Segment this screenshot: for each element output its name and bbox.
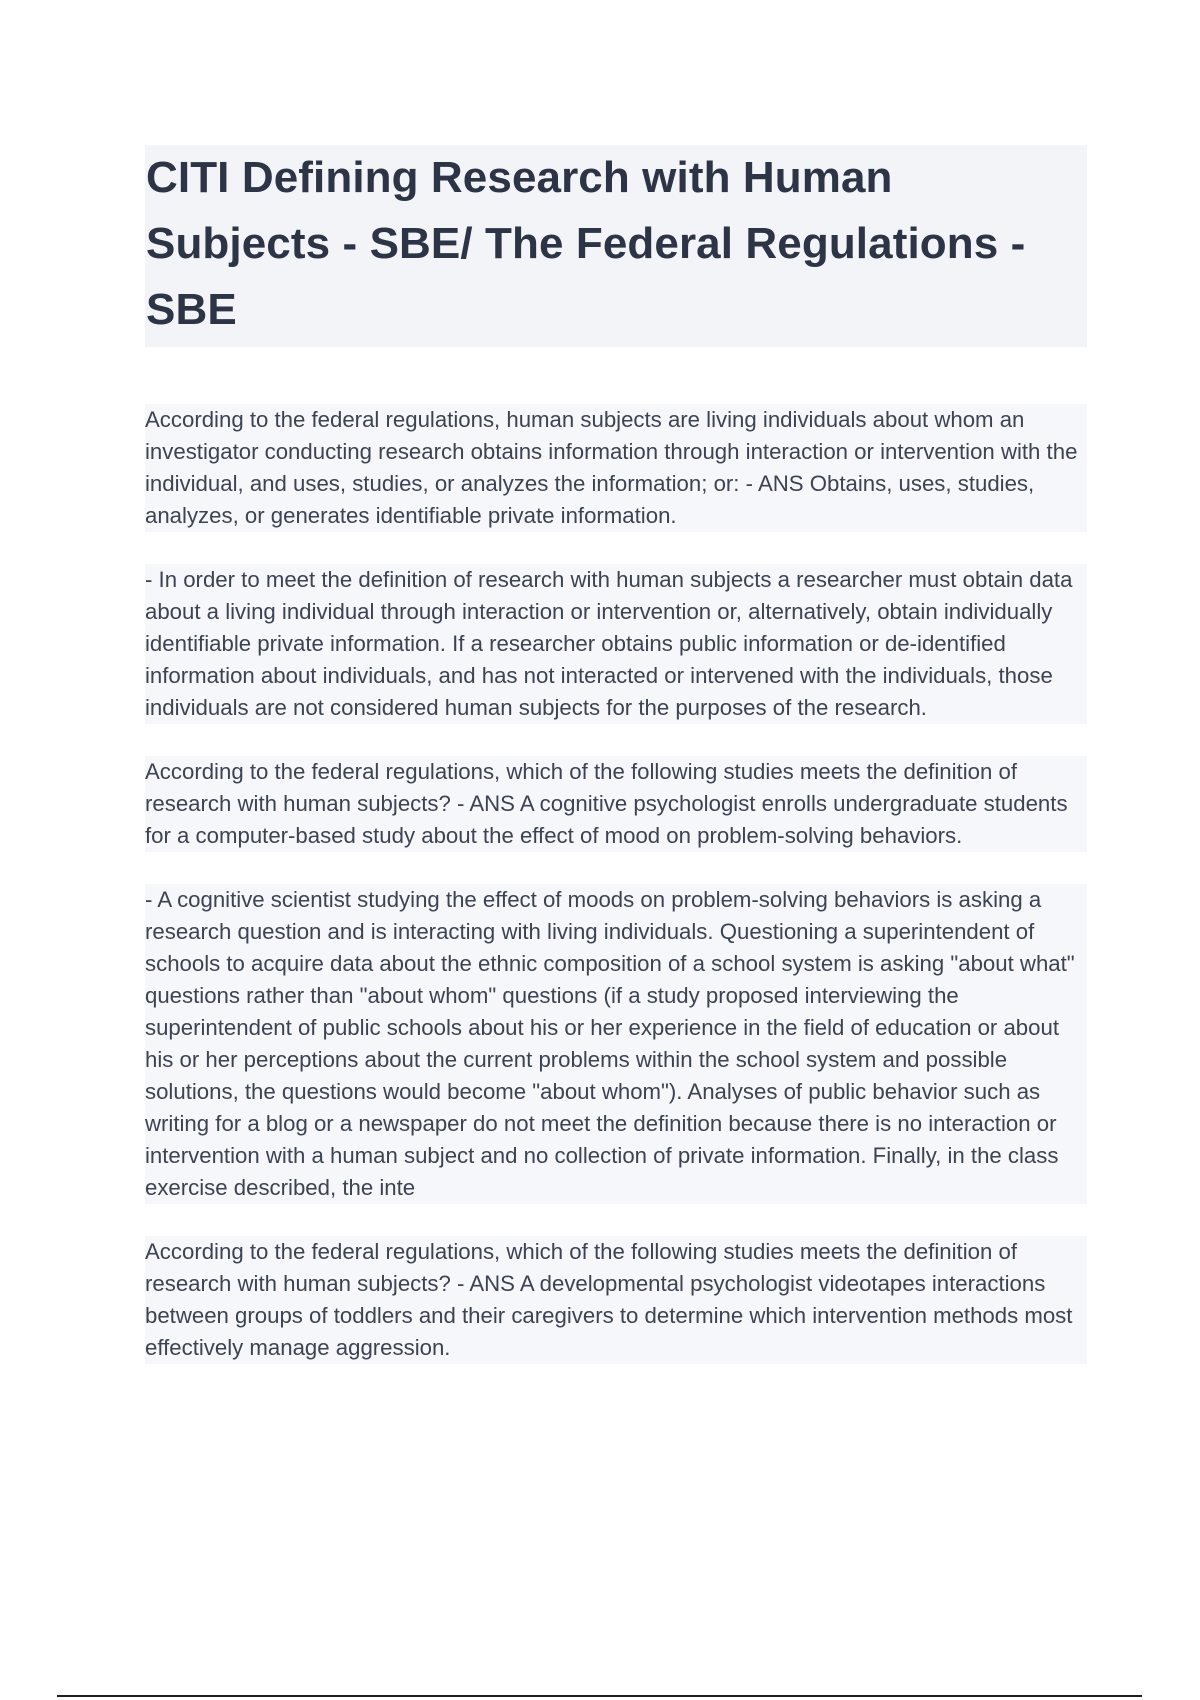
paragraph-question-1: According to the federal regulations, human subjects are living individuals about whom an investigator conducting research obtains information through interaction or intervention with the individual, and uses, studies, or analyzes the information; or: - ANS Obtains, uses, studies, analyzes, or generates identifiable private information.	[145, 404, 1087, 532]
paragraph-explanation-2: - A cognitive scientist studying the effect of moods on problem-solving behaviors is asking a research question and is interacting with living individuals. Questioning a superintendent of schools to acquire data about the ethnic composition of a school system is asking "about what" questions rather than "about whom" questions (if a study proposed interviewing the superintendent of public schools about his or her experience in the field of education or about his or her perceptions about the current problems within the school system and possible solutions, the questions would become "about whom"). Analyses of public behavior such as writing for a blog or a newspaper do not meet the definition because there is no interaction or intervention with a human subject and no collection of private information. Finally, in the class exercise described, the inte	[145, 884, 1087, 1204]
footer-divider	[57, 1695, 1142, 1697]
paragraph-question-3: According to the federal regulations, which of the following studies meets the definition of research with human subjects? - ANS A developmental psychologist videotapes interactions between groups of toddlers and their caregivers to determine which intervention methods most effectively manage aggression.	[145, 1236, 1087, 1364]
document-body	[145, 404, 1087, 1396]
title-block	[145, 145, 1087, 347]
paragraph-question-2: According to the federal regulations, which of the following studies meets the definition of research with human subjects? - ANS A cognitive psychologist enrolls undergraduate students for a computer-based study about the effect of mood on problem-solving behaviors.	[145, 756, 1087, 852]
document-title: CITI Defining Research with Human Subjects - SBE/ The Federal Regulations - SBE	[146, 153, 1026, 334]
paragraph-explanation-1: - In order to meet the definition of research with human subjects a researcher must obtain data about a living individual through interaction or intervention or, alternatively, obtain individually identifiable private information. If a researcher obtains public information or de-identified information about individuals, and has not interacted or intervened with the individuals, those individuals are not considered human subjects for the purposes of the research.	[145, 564, 1087, 724]
